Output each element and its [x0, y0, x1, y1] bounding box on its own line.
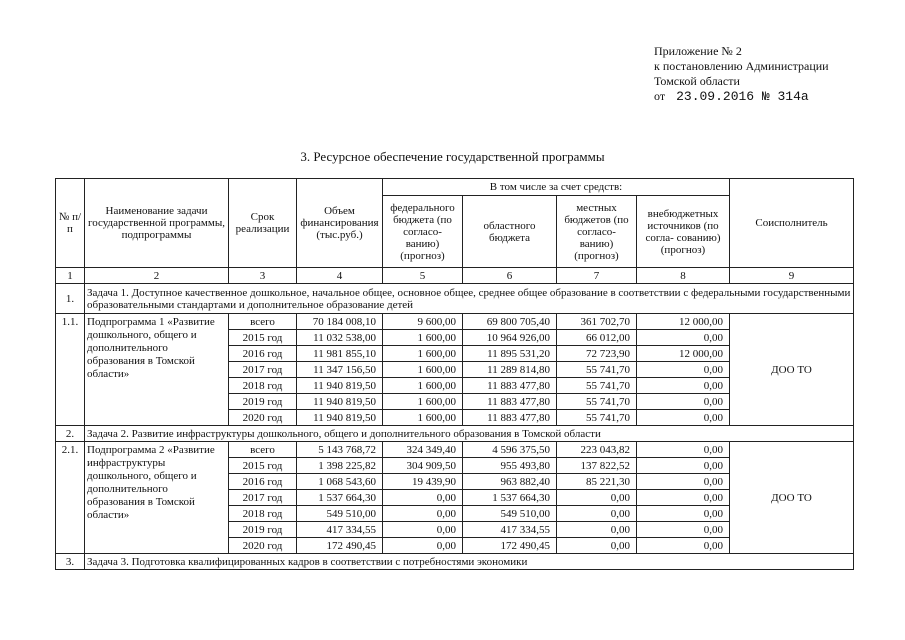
regional-cell: 10 964 926,00 — [463, 330, 557, 346]
volume-cell: 11 347 156,50 — [297, 362, 383, 378]
col-number: 5 — [383, 268, 463, 284]
appendix-line-1: Приложение № 2 — [654, 44, 742, 58]
volume-cell: 5 143 768,72 — [297, 442, 383, 458]
volume-cell: 70 184 008,10 — [297, 314, 383, 330]
volume-cell: 417 334,55 — [297, 522, 383, 538]
extra-cell: 0,00 — [637, 522, 730, 538]
appendix-line-3: Томской области — [654, 74, 740, 88]
term-cell: 2020 год — [229, 538, 297, 554]
task-num: 2. — [56, 426, 85, 442]
extra-cell: 12 000,00 — [637, 314, 730, 330]
regional-cell: 69 800 705,40 — [463, 314, 557, 330]
federal-cell: 1 600,00 — [383, 378, 463, 394]
task-num: 3. — [56, 554, 85, 570]
extra-cell: 0,00 — [637, 490, 730, 506]
header-local: местных бюджетов (по согласо- ванию) (прогноз) — [557, 196, 637, 268]
local-cell: 72 723,90 — [557, 346, 637, 362]
extra-cell: 0,00 — [637, 330, 730, 346]
extra-cell: 0,00 — [637, 474, 730, 490]
regional-cell: 11 883 477,80 — [463, 394, 557, 410]
col-number: 6 — [463, 268, 557, 284]
regional-cell: 11 883 477,80 — [463, 378, 557, 394]
federal-cell: 0,00 — [383, 522, 463, 538]
regional-cell: 963 882,40 — [463, 474, 557, 490]
regional-cell: 955 493,80 — [463, 458, 557, 474]
extra-cell: 0,00 — [637, 362, 730, 378]
term-cell: 2019 год — [229, 394, 297, 410]
col-number: 7 — [557, 268, 637, 284]
local-cell: 137 822,52 — [557, 458, 637, 474]
regional-cell: 417 334,55 — [463, 522, 557, 538]
federal-cell: 1 600,00 — [383, 410, 463, 426]
volume-cell: 1 398 225,82 — [297, 458, 383, 474]
header-extra: внебюджетных источников (по согла- сованию) (прогноз) — [637, 196, 730, 268]
local-cell: 0,00 — [557, 538, 637, 554]
appendix-line-2: к постановлению Администрации — [654, 59, 829, 73]
col-number: 4 — [297, 268, 383, 284]
appendix-date-line — [654, 89, 829, 104]
local-cell: 66 012,00 — [557, 330, 637, 346]
resource-table — [55, 178, 854, 570]
task-title: Задача 1. Доступное качественное дошкольное, начальное общее, основное общее, среднее общее образование в соответствии с федеральными государственными образовательными стандартами и дополнительное образование детей — [85, 284, 854, 314]
volume-cell: 1 537 664,30 — [297, 490, 383, 506]
col-number: 9 — [730, 268, 854, 284]
extra-cell: 0,00 — [637, 442, 730, 458]
term-cell: всего — [229, 314, 297, 330]
regional-cell: 11 895 531,20 — [463, 346, 557, 362]
page-title: 3. Ресурсное обеспечение государственной программы — [300, 149, 605, 164]
term-cell: 2016 год — [229, 346, 297, 362]
volume-cell: 1 068 543,60 — [297, 474, 383, 490]
volume-cell: 11 032 538,00 — [297, 330, 383, 346]
extra-cell: 0,00 — [637, 378, 730, 394]
volume-cell: 549 510,00 — [297, 506, 383, 522]
header-volume: Объем финансирования (тыс.руб.) — [297, 179, 383, 268]
term-cell: 2015 год — [229, 330, 297, 346]
local-cell: 0,00 — [557, 490, 637, 506]
term-cell: 2015 год — [229, 458, 297, 474]
volume-cell: 11 940 819,50 — [297, 394, 383, 410]
federal-cell: 1 600,00 — [383, 362, 463, 378]
term-cell: всего — [229, 442, 297, 458]
coexecutor-cell: ДОО ТО — [730, 314, 854, 426]
local-cell: 0,00 — [557, 506, 637, 522]
federal-cell: 0,00 — [383, 538, 463, 554]
coexecutor-cell: ДОО ТО — [730, 442, 854, 554]
extra-cell: 0,00 — [637, 538, 730, 554]
term-cell: 2016 год — [229, 474, 297, 490]
local-cell: 0,00 — [557, 522, 637, 538]
col-number: 8 — [637, 268, 730, 284]
local-cell: 85 221,30 — [557, 474, 637, 490]
col-number: 1 — [56, 268, 85, 284]
term-cell: 2018 год — [229, 378, 297, 394]
local-cell: 55 741,70 — [557, 394, 637, 410]
term-cell: 2020 год — [229, 410, 297, 426]
volume-cell: 172 490,45 — [297, 538, 383, 554]
extra-cell: 0,00 — [637, 458, 730, 474]
federal-cell: 9 600,00 — [383, 314, 463, 330]
term-cell: 2019 год — [229, 522, 297, 538]
regional-cell: 11 289 814,80 — [463, 362, 557, 378]
local-cell: 55 741,70 — [557, 362, 637, 378]
federal-cell: 304 909,50 — [383, 458, 463, 474]
federal-cell: 0,00 — [383, 506, 463, 522]
extra-cell: 0,00 — [637, 394, 730, 410]
regional-cell: 4 596 375,50 — [463, 442, 557, 458]
federal-cell: 0,00 — [383, 490, 463, 506]
extra-cell: 12 000,00 — [637, 346, 730, 362]
regional-cell: 549 510,00 — [463, 506, 557, 522]
extra-cell: 0,00 — [637, 506, 730, 522]
header-term: Срок реализации — [229, 179, 297, 268]
regional-cell: 1 537 664,30 — [463, 490, 557, 506]
subprogram-name: Подпрограмма 2 «Развитие инфраструктуры дошкольного, общего и дополнительного образования в Томской области» — [85, 442, 229, 554]
federal-cell: 1 600,00 — [383, 346, 463, 362]
extra-cell: 0,00 — [637, 410, 730, 426]
local-cell: 361 702,70 — [557, 314, 637, 330]
term-cell: 2018 год — [229, 506, 297, 522]
header-name: Наименование задачи государственной программы, подпрограммы — [85, 179, 229, 268]
task-title: Задача 3. Подготовка квалифицированных кадров в соответствии с потребностями экономики — [85, 554, 854, 570]
volume-cell: 11 940 819,50 — [297, 378, 383, 394]
federal-cell: 1 600,00 — [383, 330, 463, 346]
volume-cell: 11 940 819,50 — [297, 410, 383, 426]
term-cell: 2017 год — [229, 490, 297, 506]
term-cell: 2017 год — [229, 362, 297, 378]
subprogram-name: Подпрограмма 1 «Развитие дошкольного, общего и дополнительного образования в Томской области» — [85, 314, 229, 426]
regional-cell: 11 883 477,80 — [463, 410, 557, 426]
task-num: 1. — [56, 284, 85, 314]
subprogram-num: 1.1. — [56, 314, 85, 426]
task-title: Задача 2. Развитие инфраструктуры дошкольного, общего и дополнительного образования в Томской области — [85, 426, 854, 442]
from-label: от — [654, 89, 666, 103]
regional-cell: 172 490,45 — [463, 538, 557, 554]
header-including: В том числе за счет средств: — [383, 179, 730, 196]
header-regional: областного бюджета — [463, 196, 557, 268]
appendix-block — [654, 44, 829, 104]
header-federal: федерального бюджета (по согласо- ванию) (прогноз) — [383, 196, 463, 268]
federal-cell: 324 349,40 — [383, 442, 463, 458]
col-number: 2 — [85, 268, 229, 284]
subprogram-num: 2.1. — [56, 442, 85, 554]
local-cell: 223 043,82 — [557, 442, 637, 458]
federal-cell: 1 600,00 — [383, 394, 463, 410]
federal-cell: 19 439,90 — [383, 474, 463, 490]
local-cell: 55 741,70 — [557, 410, 637, 426]
local-cell: 55 741,70 — [557, 378, 637, 394]
header-num: № п/п — [56, 179, 85, 268]
col-number: 3 — [229, 268, 297, 284]
document-date-number: 23.09.2016 № 314а — [676, 89, 809, 104]
header-coexecutor: Соисполнитель — [730, 179, 854, 268]
volume-cell: 11 981 855,10 — [297, 346, 383, 362]
